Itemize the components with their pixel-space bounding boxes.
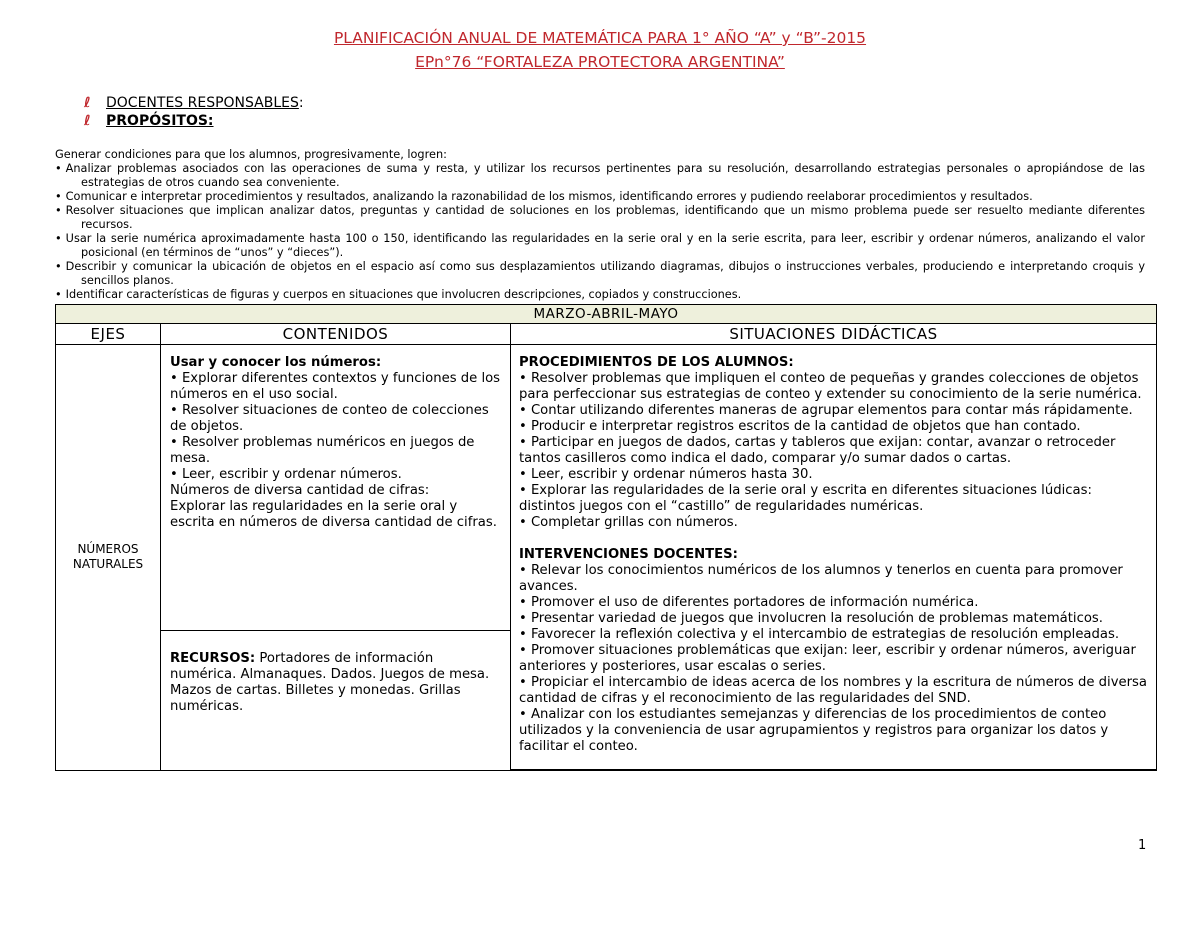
docentes-heading bbox=[84, 95, 304, 111]
list-item: • Resolver situaciones que implican analizar datos, preguntas y cantidad de soluciones en los problemas, identificando que un mismo problema puede ser resuelto mediante diferentes recursos. bbox=[55, 204, 1145, 231]
intervencion-item: • Promover situaciones problemáticas que exijan: leer, escribir y ordenar números, averiguar anteriores y posteriores, usar escalas o series. bbox=[519, 643, 1136, 674]
situaciones-cell bbox=[511, 345, 1157, 771]
list-item: • Usar la serie numérica aproximadamente hasta 100 o 150, identificando las regularidades en la serie oral y en la serie escrita, para leer, escribir y ordenar números, analizando el valor posicional (en términos de “unos” y “dieces”). bbox=[55, 232, 1145, 259]
intervenciones-heading: INTERVENCIONES DOCENTES: bbox=[519, 547, 738, 562]
intervencion-item: • Promover el uso de diferentes portadores de información numérica. bbox=[519, 595, 979, 610]
procedimiento-item: • Producir e interpretar registros escritos de la cantidad de objetos que han contado. bbox=[519, 419, 1081, 434]
intro-lead: Generar condiciones para que los alumnos, progresivamente, logren: bbox=[55, 148, 447, 161]
contenidos-cell bbox=[161, 345, 511, 631]
list-item: • Comunicar e interpretar procedimientos y resultados, analizando la razonabilidad de los mismos, identificando errores y pudiendo reelaborar procedimientos y resultados. bbox=[55, 190, 1033, 203]
docentes-colon: : bbox=[298, 95, 304, 111]
planning-table bbox=[55, 304, 1157, 771]
procedimiento-item: • Resolver problemas que impliquen el conteo de pequeñas y grandes colecciones de objetos para perfeccionar sus estrategias de conteo y extender su conocimiento de la serie numérica. bbox=[519, 371, 1142, 402]
list-item: • Identificar características de figuras y cuerpos en situaciones que involucren descripciones, copiados y construcciones. bbox=[55, 288, 742, 301]
bullet-icon: ℓ bbox=[84, 113, 91, 129]
contenido-item: • Explorar diferentes contextos y funciones de los números en el uso social. bbox=[170, 371, 501, 402]
procedimiento-item: • Leer, escribir y ordenar números hasta 30. bbox=[519, 467, 813, 482]
propositos-label: PROPÓSITOS: bbox=[106, 113, 214, 129]
recursos-text: Portadores de información numérica. Almanaques. Dados. Juegos de mesa. Mazos de cartas. Billetes y monedas. Grillas numéricas. bbox=[170, 651, 490, 715]
contenido-item: • Resolver problemas numéricos en juegos de mesa. bbox=[170, 435, 475, 466]
document-title: PLANIFICACIÓN ANUAL DE MATEMÁTICA PARA 1° AÑO “A” y “B”-2015 bbox=[333, 29, 867, 47]
recursos-label: RECURSOS: bbox=[170, 651, 256, 667]
procedimiento-item: • Completar grillas con números. bbox=[519, 515, 738, 530]
intervencion-item: • Relevar los conocimientos numéricos de los alumnos y tenerlos en cuenta para promover avances. bbox=[519, 563, 1123, 594]
recursos-cell bbox=[161, 631, 511, 770]
intervencion-item: • Propiciar el intercambio de ideas acerca de los nombres y la escritura de números de diversa cantidad de cifras y el reconocimiento de las regularidades del SND. bbox=[519, 675, 1148, 706]
list-item: • Analizar problemas asociados con las operaciones de suma y resta, y utilizar los recursos pertinentes para su resolución, desarrollando estrategias personales o apropiándose de las estrategias de otros cuando sea conveniente. bbox=[55, 162, 1145, 189]
page-number: 1 bbox=[1138, 838, 1147, 853]
contenidos-heading: Usar y conocer los números: bbox=[170, 355, 382, 370]
column-header-ejes: EJES bbox=[56, 324, 161, 345]
procedimiento-item: • Participar en juegos de dados, cartas y tableros que exijan: contar, avanzar o retroceder tantos casilleros como indica el dado, comparar y/o sumar dados o cartas. bbox=[519, 435, 1116, 466]
column-header-situaciones: SITUACIONES DIDÁCTICAS bbox=[511, 324, 1157, 345]
propositos-heading bbox=[84, 113, 214, 129]
bullet-icon: ℓ bbox=[84, 95, 91, 111]
eje-cell: NÚMEROS NATURALES bbox=[56, 345, 161, 771]
propositos-text bbox=[55, 148, 1145, 302]
contenido-item: Explorar las regularidades en la serie oral y escrita en números de diversa cantidad de cifras. bbox=[170, 499, 497, 530]
contenido-item: • Leer, escribir y ordenar números. bbox=[170, 467, 402, 482]
intervencion-item: • Presentar variedad de juegos que involucren la resolución de problemas matemáticos. bbox=[519, 611, 1103, 626]
docentes-label: DOCENTES RESPONSABLES bbox=[106, 95, 299, 111]
intervencion-item: • Favorecer la reflexión colectiva y el intercambio de estrategias de resolución empleadas. bbox=[519, 627, 1120, 642]
procedimiento-item: • Contar utilizando diferentes maneras de agrupar elementos para contar más rápidamente. bbox=[519, 403, 1133, 418]
propositos-list bbox=[55, 162, 1145, 302]
contenido-item: Números de diversa cantidad de cifras: bbox=[170, 483, 430, 498]
period-header: MARZO-ABRIL-MAYO bbox=[56, 305, 1157, 324]
list-item: • Describir y comunicar la ubicación de objetos en el espacio así como sus desplazamientos utilizando diagramas, dibujos o instrucciones verbales, produciendo e interpretando croquis y sencillos planos. bbox=[55, 260, 1145, 287]
intervencion-item: • Analizar con los estudiantes semejanzas y diferencias de los procedimientos de conteo utilizados y la conveniencia de usar agrupamientos y registros para organizar los datos y facilitar el conteo. bbox=[519, 707, 1109, 754]
procedimientos-heading: PROCEDIMIENTOS DE LOS ALUMNOS: bbox=[519, 355, 794, 370]
procedimiento-item: • Explorar las regularidades de la serie oral y escrita en diferentes situaciones lúdicas: distintos juegos con el “castillo” de regularidades numéricas. bbox=[519, 483, 1092, 514]
contenido-item: • Resolver situaciones de conteo de colecciones de objetos. bbox=[170, 403, 489, 434]
column-header-contenidos: CONTENIDOS bbox=[161, 324, 511, 345]
school-name: EPn°76 “FORTALEZA PROTECTORA ARGENTINA” bbox=[415, 53, 785, 71]
